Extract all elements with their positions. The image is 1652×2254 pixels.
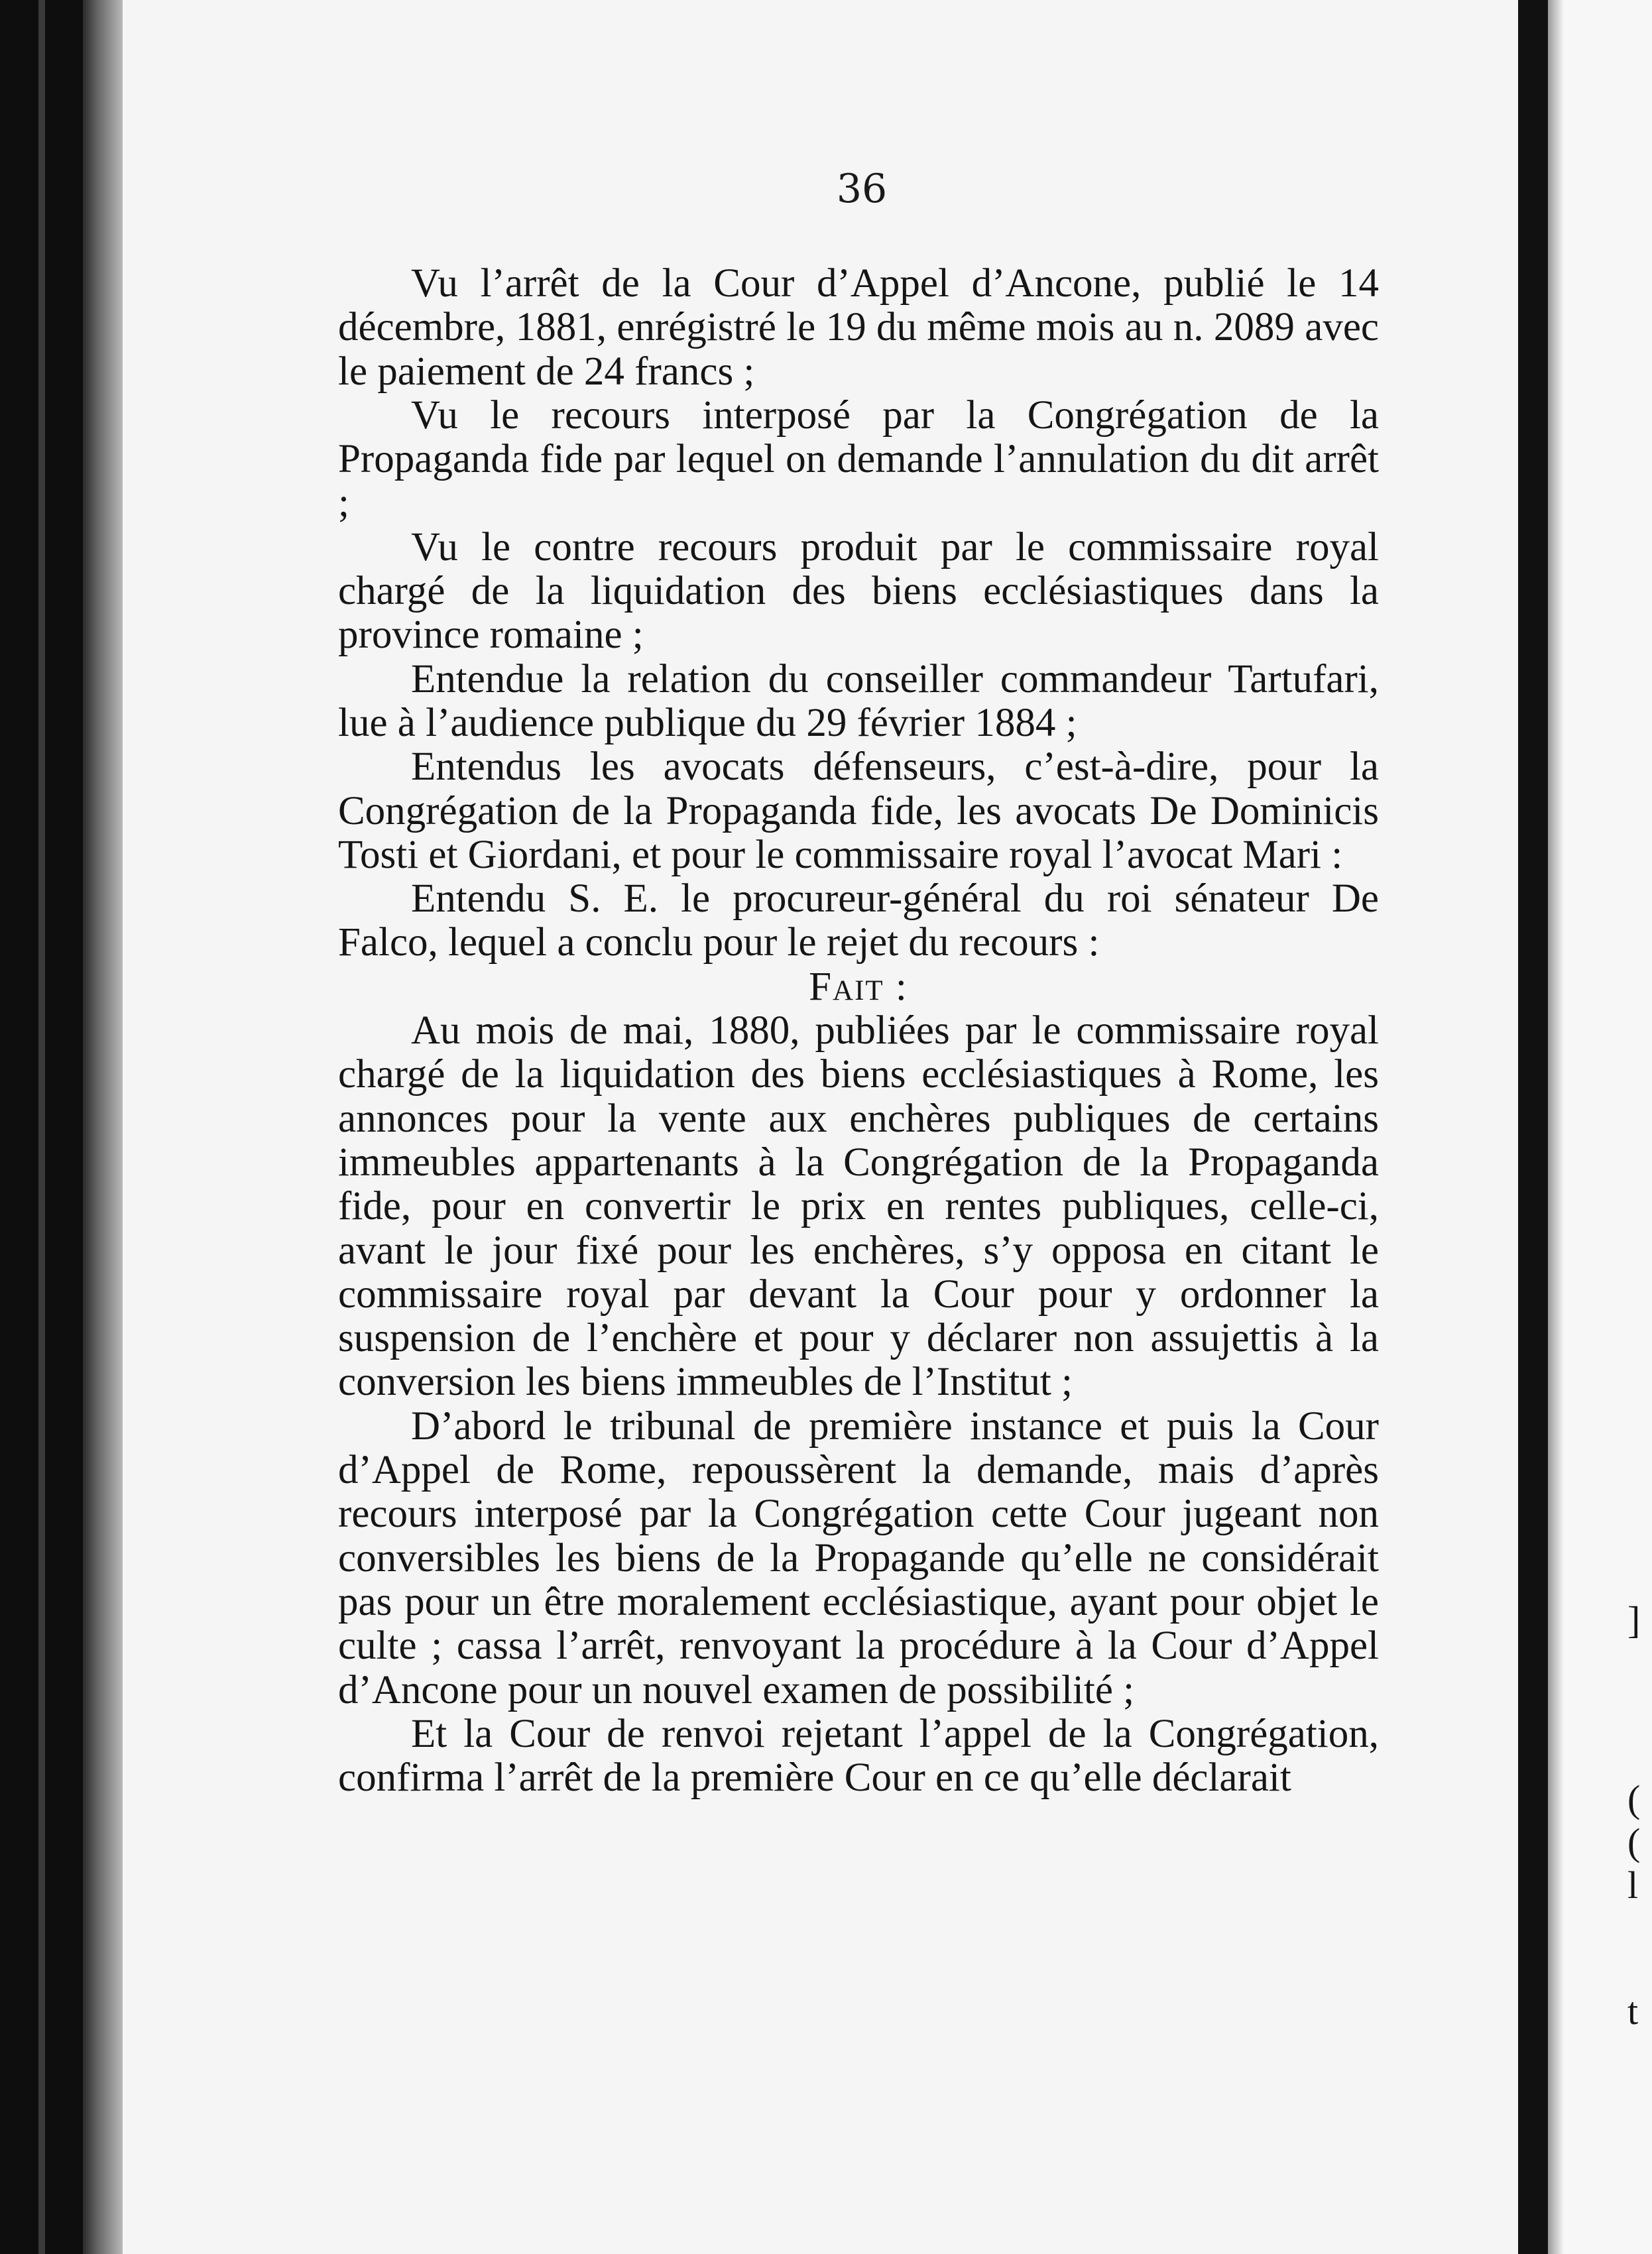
- paragraph: D’abord le tribunal de première instance et puis la Cour d’Appel de Rome, repoussèrent la demande, mais d’après recours interposé par la Congrégation cette Cour jugeant non conversibles les biens de la Propagande qu’elle ne considérait pas pour un être moralement ecclésiastique, ayant pour objet le culte ; cassa l’arrêt, renvoyant la procédure à la Cour d’Appel d’Ancone pour un nouvel examen de possibilité ;: [338, 1403, 1379, 1712]
- paragraph: Entendu S. E. le procureur-général du roi sénateur De Falco, lequel a conclu pour le rejet du recours :: [338, 876, 1379, 965]
- edge-letter: t: [1627, 1989, 1639, 2033]
- binding-line: [38, 0, 45, 2254]
- section-heading: Fait :: [809, 964, 908, 1009]
- paragraph: Entendue la relation du conseiller commandeur Tartufari, lue à l’audience publique du 29 février 1884 ;: [338, 656, 1379, 745]
- next-page-shadow: [1548, 0, 1564, 2254]
- edge-letter: (: [1627, 1777, 1641, 1820]
- paragraph: Vu l’arrêt de la Cour d’Appel d’Ancone, publié le 14 décembre, 1881, enrégistré le 19 du même mois au n. 2089 avec le paiement de 24 francs ;: [338, 261, 1379, 394]
- edge-letter: l: [1627, 1864, 1639, 1907]
- paragraph: Vu le contre recours produit par le commissaire royal chargé de la liquidation des biens ecclésiastiques dans la province romaine ;: [338, 524, 1379, 658]
- right-scan-border: [1518, 0, 1548, 2254]
- paragraph: Vu le recours interposé par la Congrégation de la Propaganda fide par lequel on demande l’annulation du dit arrêt ;: [338, 392, 1379, 526]
- page-number: 36: [836, 166, 888, 212]
- paragraph: Au mois de mai, 1880, publiées par le commissaire royal chargé de la liquidation des biens ecclésiastiques à Rome, les annonces pour la vente aux enchères publiques de certains immeubles appartenants à la Congrégation de la Propaganda fide, pour en convertir le prix en rentes publiques, celle-ci, avant le jour fixé pour les enchères, s’y opposa en citant le commissaire royal par devant la Cour pour y ordonner la suspension de l’enchère et pour y déclarer non assujettis à la conversion les biens immeubles de l’Institut ;: [338, 1008, 1379, 1405]
- paragraph: Et la Cour de renvoi rejetant l’appel de la Congrégation, confirma l’arrêt de la première Cour en ce qu’elle déclarait: [338, 1711, 1379, 1801]
- edge-letter: ]: [1627, 1598, 1641, 1641]
- edge-letter: (: [1627, 1820, 1641, 1864]
- body-text: [338, 262, 1379, 1800]
- paragraph: Entendus les avocats défenseurs, c’est-à-dire, pour la Congrégation de la Propaganda fide, les avocats De Dominicis Tosti et Giordani, et pour le commissaire royal l’avocat Mari :: [338, 744, 1379, 877]
- page-gutter-shadow: [83, 0, 123, 2254]
